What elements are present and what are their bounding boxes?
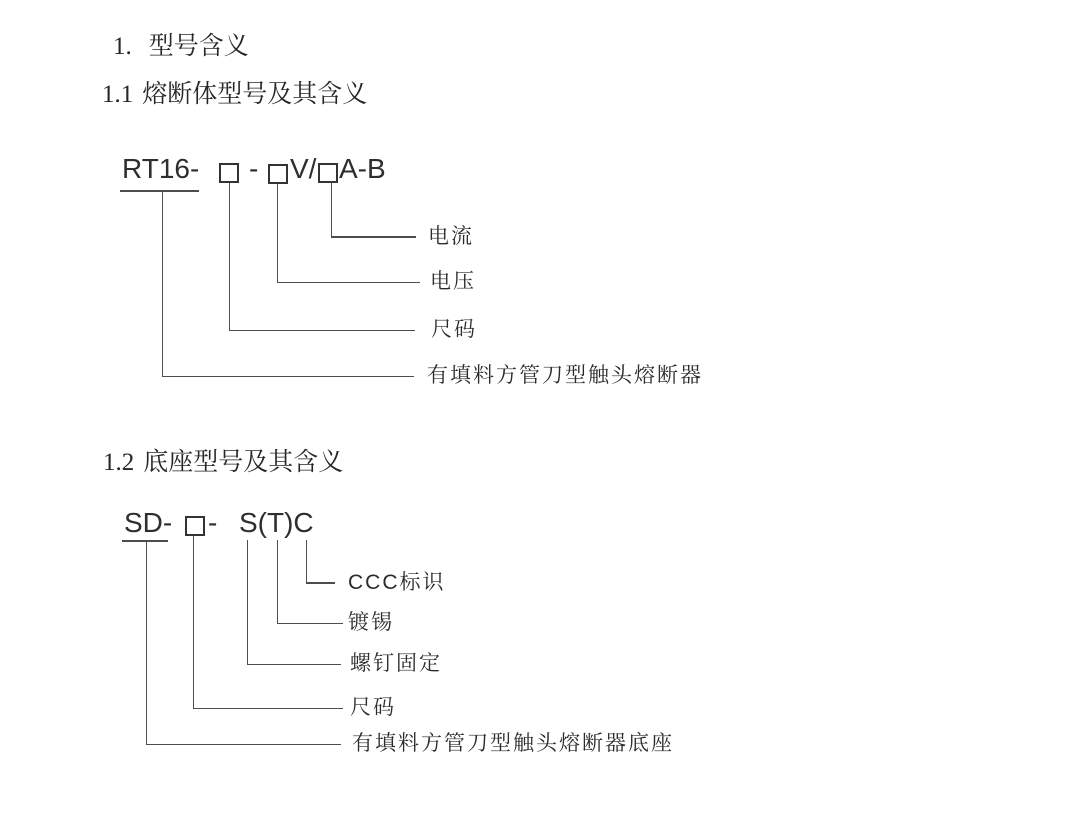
callout-label-tin: 镀锡 xyxy=(348,611,394,634)
callout-label-size: 尺码 xyxy=(431,318,477,341)
heading-number: 1.1 xyxy=(102,81,134,108)
section-heading-1 xyxy=(113,33,249,61)
model-suffix: S(T)C xyxy=(239,507,314,538)
heading-text: 型号含义 xyxy=(148,33,249,60)
callout-line-product-v xyxy=(146,541,148,745)
prefix-underline xyxy=(120,190,199,192)
heading-number: 1.2 xyxy=(103,449,135,476)
model-prefix: RT16- xyxy=(122,153,200,184)
callout-label-product: 有填料方管刀型触头熔断器 xyxy=(427,364,703,387)
placeholder-box-size xyxy=(219,163,239,183)
callout-label-voltage: 电压 xyxy=(430,270,476,293)
model-separator: - xyxy=(249,153,259,184)
heading-number: 1. xyxy=(113,33,132,60)
callout-line-screw-v xyxy=(247,540,249,664)
heading-text: 底座型号及其含义 xyxy=(143,449,344,476)
callout-line-tin-v xyxy=(277,540,279,624)
callout-line-product-h xyxy=(162,376,414,378)
callout-line-voltage-v xyxy=(277,184,279,283)
callout-line-product-h xyxy=(146,744,341,746)
callout-label-size: 尺码 xyxy=(350,696,396,719)
callout-line-size-v xyxy=(193,536,195,709)
placeholder-box-current xyxy=(318,163,338,183)
callout-line-screw-h xyxy=(247,664,341,666)
placeholder-box-voltage xyxy=(268,164,288,184)
heading-text: 熔断体型号及其含义 xyxy=(142,81,368,108)
callout-line-product-v xyxy=(162,191,164,377)
callout-line-voltage-h xyxy=(277,282,420,284)
callout-label-ccc: CCC标识 xyxy=(348,571,446,594)
callout-label-current: 电流 xyxy=(428,225,474,248)
voltage-unit: V/ xyxy=(290,153,317,184)
model-prefix: SD- xyxy=(124,507,173,538)
callout-line-current-h xyxy=(331,236,416,238)
callout-label-screw: 螺钉固定 xyxy=(350,652,442,675)
callout-line-ccc-v xyxy=(306,540,308,583)
callout-line-tin-h xyxy=(277,623,343,625)
callout-line-current-v xyxy=(331,182,333,237)
placeholder-box-size xyxy=(185,516,205,536)
model-separator: - xyxy=(208,507,218,538)
callout-line-size-v xyxy=(229,183,231,331)
callout-line-size-h xyxy=(229,330,415,332)
callout-label-product: 有填料方管刀型触头熔断器底座 xyxy=(352,732,674,755)
current-unit: A-B xyxy=(339,153,386,184)
callout-line-ccc-h xyxy=(306,582,335,584)
section-heading-1-2 xyxy=(103,449,343,477)
callout-line-size-h xyxy=(193,708,343,710)
section-heading-1-1 xyxy=(102,81,367,109)
